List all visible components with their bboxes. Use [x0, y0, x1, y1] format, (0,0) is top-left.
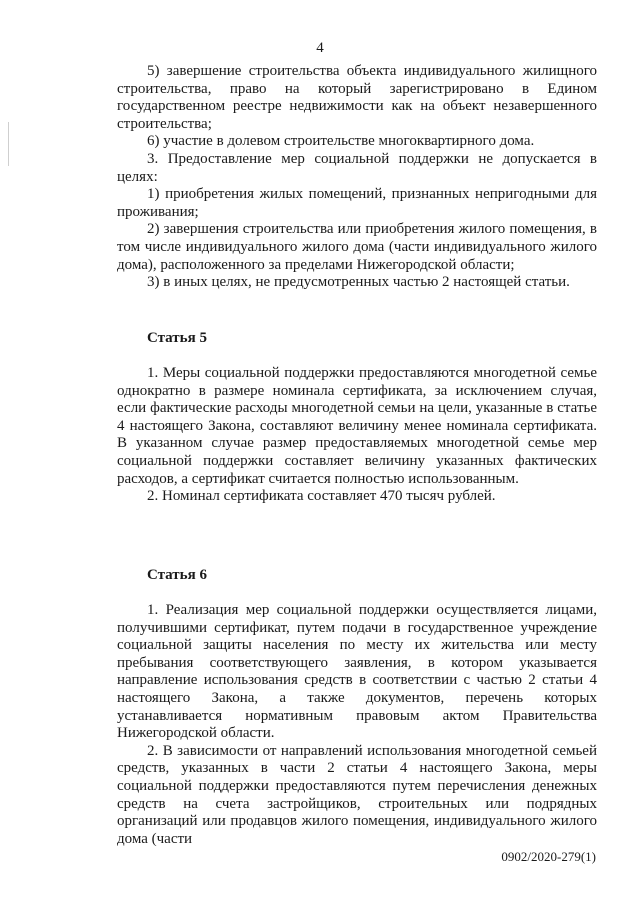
section-continuation: [117, 63, 597, 292]
paragraph: 2. В зависимости от направлений использования многодетной семьей средств, указанных в части 2 статьи 4 настоящего Закона, меры социальной поддержки предоставляются путем перечисления денежных средств на счета застройщиков, строительных или подрядных организаций или продавцов жилого помещения, индивидуального жилого дома (части: [117, 742, 597, 847]
paragraph: 1. Меры социальной поддержки предоставляются многодетной семье однократно в размере номинала сертификата, за исключением случая, если фактические расходы многодетной семьи на цели, указанные в статье 4 настоящего Закона, составляют величину менее номинала сертификата. В указанном случае размер предоставляемых многодетной семье мер социальной поддержки составляет величину указанных фактических расходов, а сертификат считается полностью использованным.: [117, 365, 597, 487]
article-6-heading: Статья 6: [147, 567, 207, 583]
article-5-body: [117, 365, 597, 506]
paragraph: 6) участие в долевом строительстве многоквартирного дома.: [147, 133, 535, 150]
paragraph: 3) в иных целях, не предусмотренных частью 2 настоящей статьи.: [147, 274, 570, 291]
paragraph: 2) завершения строительства или приобретения жилого помещения, в том числе индивидуального жилого дома (части индивидуального жилого дома), расположенного за пределами Нижегородской области;: [117, 221, 597, 273]
document-code: 0902/2020-279(1): [501, 849, 596, 864]
article-5-heading: Статья 5: [147, 330, 207, 346]
page-number: 4: [316, 40, 324, 56]
paragraph: 3. Предоставление мер социальной поддержки не допускается в целях:: [117, 150, 597, 185]
article-6-body: [117, 602, 597, 848]
paragraph: 5) завершение строительства объекта индивидуального жилищного строительства, право на который зарегистрировано в Едином государственном реестре недвижимости как на объект незавершенного строительства;: [117, 63, 597, 132]
paragraph: 1. Реализация мер социальной поддержки осуществляется лицами, получившими сертификат, путем подачи в государственное учреждение социальной защиты населения по месту их жительства или месту пребывания соответствующего заявления, в котором указывается направление использования средств в соответствии с частью 2 статьи 4 настоящего Закона, а также документов, перечень которых устанавливается нормативным правовым актом Правительства Нижегородской области.: [117, 602, 597, 742]
paragraph: 1) приобретения жилых помещений, признанных непригодными для проживания;: [117, 186, 597, 220]
paragraph: 2. Номинал сертификата составляет 470 тысяч рублей.: [147, 488, 496, 505]
scan-edge-mark: [8, 122, 9, 166]
